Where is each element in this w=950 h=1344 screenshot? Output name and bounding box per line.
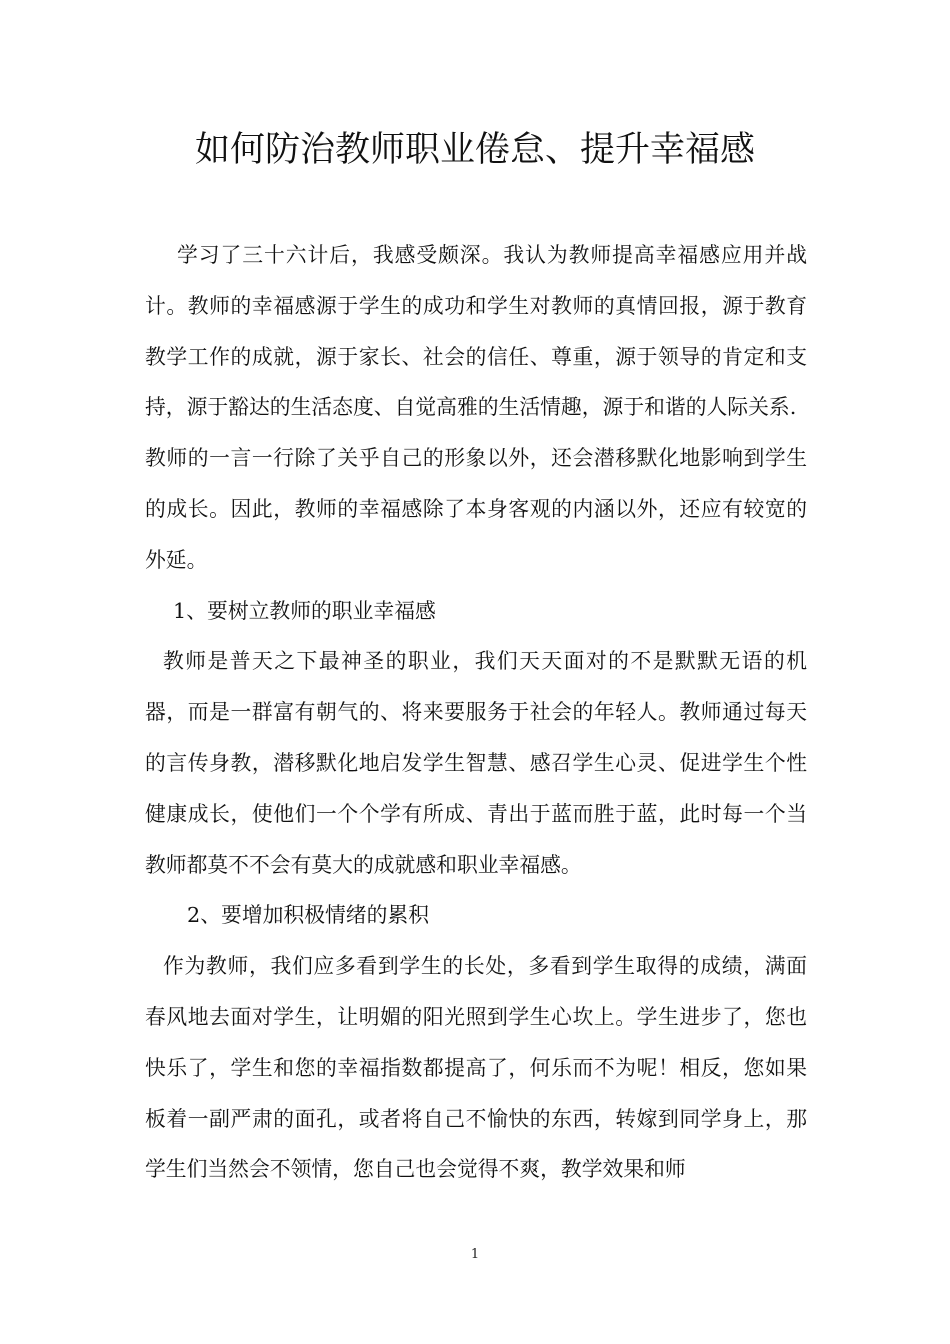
page-number: 1 xyxy=(470,1247,480,1262)
section-heading-1: 1、要树立教师的职业幸福感 xyxy=(173,598,436,623)
body-text xyxy=(145,230,807,1195)
document-title: 如何防治教师职业倦怠、提升幸福感 xyxy=(194,130,755,170)
paragraph-influence: 教师的一言一行除了关乎自己的形象以外，还会潜移默化地影响到学生的成长。因此，教师的幸福感除了本身客观的内涵以外，还应有较宽的外延。 xyxy=(145,446,807,572)
paragraph-positive-emotion: 作为教师，我们应多看到学生的长处，多看到学生取得的成绩，满面春风地去面对学生，让明媚的阳光照到学生心坎上。学生进步了，您也快乐了，学生和您的幸福指数都提高了，何乐而不为呢！相反，您如果板着一副严肃的面孔，或者将自己不愉快的东西，转嫁到同学身上，那学生们当然会不领情，您自己也会觉得不爽，教学效果和师 xyxy=(145,954,807,1182)
paragraph-profession: 教师是普天之下最神圣的职业，我们天天面对的不是默默无语的机器，而是一群富有朝气的、将来要服务于社会的年轻人。教师通过每天的言传身教，潜移默化地启发学生智慧、感召学生心灵、促进学生个性健康成长，使他们一个个学有所成、青出于蓝而胜于蓝，此时每一个当教师都莫不不会有莫大的成就感和职业幸福感。 xyxy=(145,649,807,877)
paragraph-intro: 学习了三十六计后，我感受颇深。我认为教师提高幸福感应用并战计。教师的幸福感源于学生的成功和学生对教师的真情回报，源于教育教学工作的成就，源于家长、社会的信任、尊重，源于领导的肯定和支持，源于豁达的生活态度、自觉高雅的生活情趣，源于和谐的人际关系. xyxy=(145,243,807,420)
section-heading-2: 2、要增加积极情绪的累积 xyxy=(187,903,429,928)
